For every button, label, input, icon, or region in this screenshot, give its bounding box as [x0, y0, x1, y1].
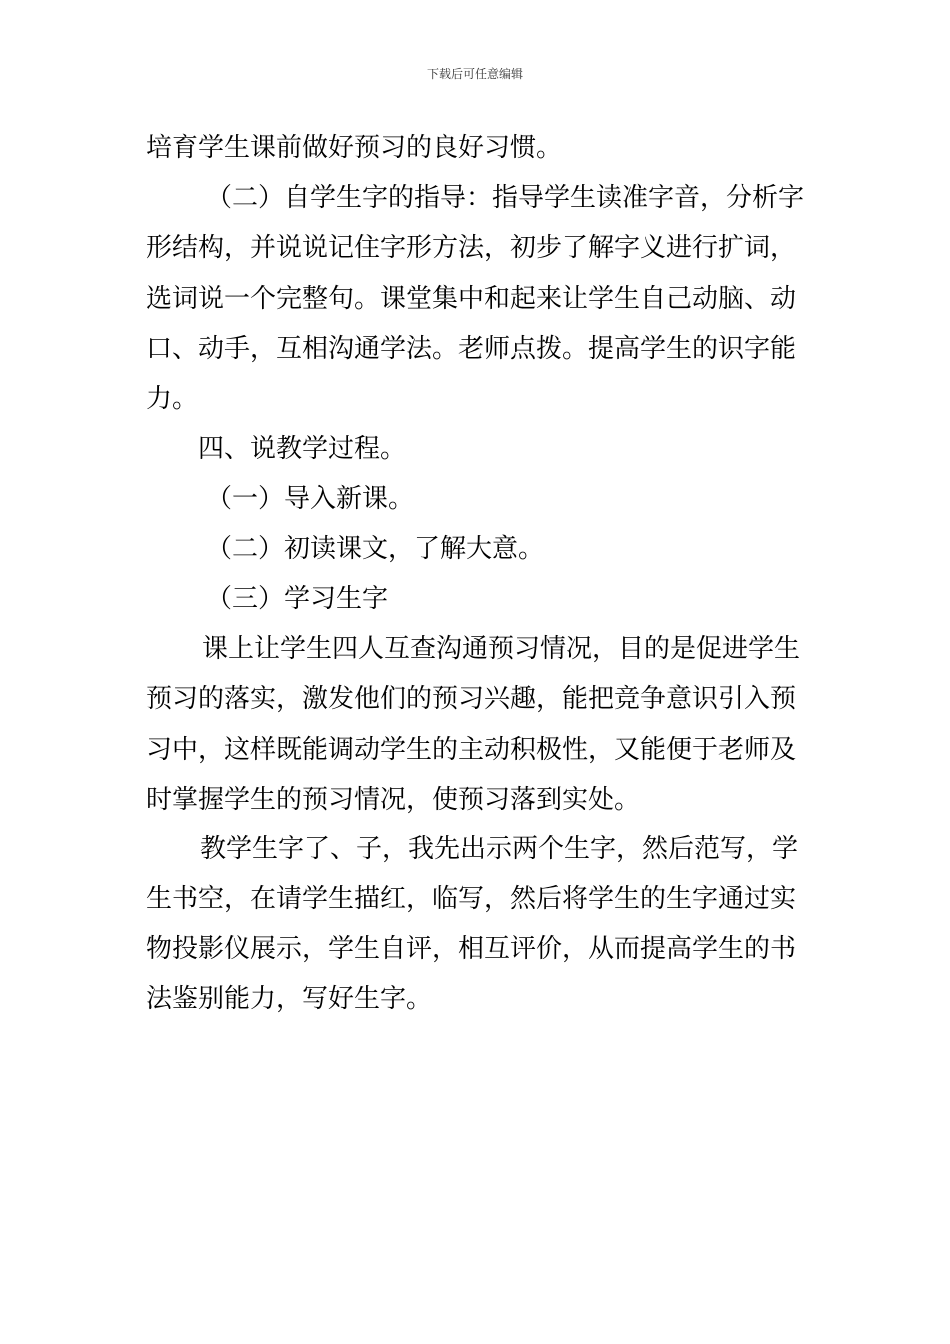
text-line: （二）初读课文，了解大意。	[206, 534, 545, 564]
text-line: 习中，这样既能调动学生的主动积极性，又能便于老师及	[146, 735, 797, 765]
text-line: 教学生字了、子，我先出示两个生字，然后范写，学	[200, 834, 799, 864]
text-line: 培育学生课前做好预习的良好习惯。	[146, 133, 563, 163]
text-line: （三）学习生字	[206, 584, 389, 614]
text-line: （二）自学生字的指导：指导学生读准字音，分析字	[206, 183, 805, 213]
text-line: 物投影仪展示，学生自评，相互评价，从而提高学生的书	[146, 934, 797, 964]
text-line: 形结构，并说说记住字形方法，初步了解字义进行扩词，	[146, 233, 797, 263]
text-line: （一）导入新课。	[206, 484, 415, 514]
text-line: 时掌握学生的预习情况，使预习落到实处。	[146, 785, 641, 815]
text-line: 力。	[146, 384, 199, 414]
text-line: 选词说一个完整句。课堂集中和起来让学生自己动脑、动	[146, 284, 797, 314]
text-line: 课上让学生四人互查沟通预习情况，目的是促进学生	[202, 634, 801, 664]
text-line: 法鉴别能力，写好生字。	[146, 984, 433, 1014]
text-line: 生书空，在请学生描红，临写，然后将学生的生字通过实	[146, 884, 797, 914]
text-line: 口、动手，互相沟通学法。老师点拨。提高学生的识字能	[146, 334, 797, 364]
text-line: 四、说教学过程。	[198, 434, 407, 464]
text-line: 预习的落实，激发他们的预习兴趣，能把竞争意识引入预	[146, 684, 797, 714]
page-header: 下载后可任意编辑	[426, 67, 523, 81]
